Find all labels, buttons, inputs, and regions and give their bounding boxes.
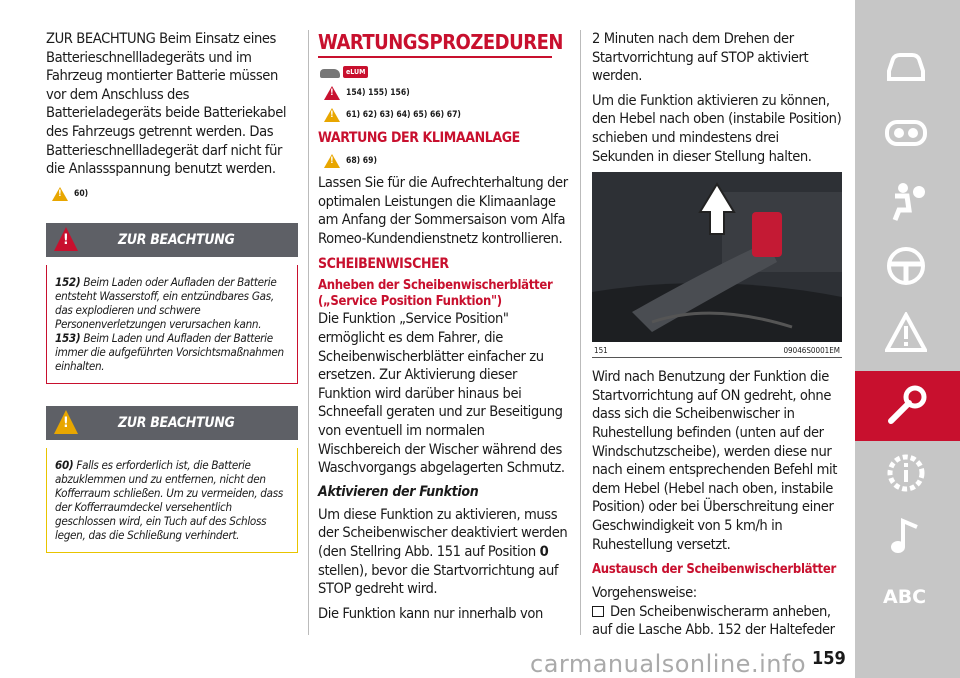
figure-caption: 151 09046S0001EM xyxy=(592,342,842,358)
column-divider xyxy=(580,30,581,635)
klima-paragraph: Lassen Sie für die Aufrechterhaltung der optimalen Leistungen die Klimaanlage am Anfang der Sommersaison vom Alfa Romeo-Kundendienstnetz kontrollieren. xyxy=(318,174,568,247)
music-note-icon[interactable] xyxy=(885,515,927,557)
middle-column xyxy=(318,30,570,623)
anheben-paragraph: Die Funktion „Service Position" ermöglicht es dem Fahrer, die Scheibenwischerblätter einfacher zu ersetzen. Zur Aktivierung dieser Funktion wird darüber hinaus bei Schneefall geraten und zur Beseitigung von eventuell im normalen Wischbereich der Wischer während des Waschvorgangs abgelagerten Schmutz. xyxy=(318,310,565,477)
aktivieren-paragraph: Um diese Funktion zu aktivieren, muss der Scheibenwischer deaktiviert werden (den Stellring Abb. 151 auf Position 0 stellen), bevor die Startvorrichtung auf STOP gedreht wird. xyxy=(318,505,568,598)
info-icon[interactable] xyxy=(885,452,927,494)
subheading-austausch: Austausch der Scheibenwischerblätter xyxy=(592,562,836,578)
elum-badge: eLUM xyxy=(320,66,570,78)
paragraph-3: Wird nach Benutzung der Funktion die Startvorrichtung auf ON gedreht, ohne dass sich die Scheibenwischer in Ruhestellung befinden (unten auf der Windschutzscheibe), werden diese nur nach einem entsprechenden Befehl mit dem Hebel (Hebel nach oben, instabile Position) oder bei Überschreitung einer Geschwindigkeit von 5 km/h in Ruhestellung versetzt. xyxy=(592,368,838,553)
warning-refs-3: ! 68) 69) xyxy=(324,154,570,168)
last-paragraph: Die Funktion kann nur innerhalb von xyxy=(318,604,543,622)
subheading-scheibenwischer: SCHEIBENWISCHER xyxy=(318,256,449,273)
watermark: carmanualsonline.info xyxy=(530,650,807,678)
warning-ref-60: ! 60) xyxy=(52,187,298,201)
warning-box-body-1: 152) Beim Laden oder Aufladen der Batterie entsteht Wasserstoff, ein entzündbares Gas, das explodieren und schwere Personenverletzungen verursachen kann. 153) Beim Laden und Aufladen der Batterie immer die aufgeführten Vorsichtsmaßnahmen einhalten. xyxy=(46,265,298,384)
car-icon xyxy=(320,69,340,78)
figure-151-photo xyxy=(592,172,842,342)
caution-icon xyxy=(324,108,340,122)
sidebar-abc-index[interactable]: ABC xyxy=(883,586,927,608)
warning-refs-2: ! 61) 62) 63) 64) 65) 66) 67) xyxy=(324,108,570,122)
warning-box-header-1: ! ZUR BEACHTUNG xyxy=(46,223,298,257)
wiper-lever-illustration xyxy=(592,172,842,342)
subheading-klima: WARTUNG DER KLIMAANLAGE xyxy=(318,130,520,146)
warning-icon[interactable] xyxy=(885,312,927,354)
right-column xyxy=(592,30,842,640)
wrench-icon[interactable] xyxy=(885,385,927,427)
car-icon[interactable] xyxy=(885,45,927,87)
left-column xyxy=(46,30,298,553)
airbag-icon[interactable] xyxy=(885,180,927,222)
paragraph-2: Um die Funktion aktivieren zu können, den Hebel nach oben (instabile Position) schieben und mindestens drei Sekunden in dieser Stellung halten. xyxy=(592,91,842,165)
column-divider xyxy=(308,30,309,635)
caution-icon xyxy=(52,187,68,201)
subheading-anheben: Anheben der Scheibenwischerblätter („Service Position Funktion") xyxy=(318,278,553,310)
chapter-sidebar xyxy=(855,0,960,678)
danger-icon xyxy=(54,227,78,251)
caution-icon xyxy=(324,154,340,168)
warning-box-header-2: ! ZUR BEACHTUNG xyxy=(46,406,298,440)
danger-icon xyxy=(324,86,340,100)
steering-wheel-icon[interactable] xyxy=(885,245,927,287)
checkbox-icon xyxy=(592,606,604,617)
warning-refs-1: ! 154) 155) 156) xyxy=(324,86,570,100)
warning-box-body-2: 60) Falls es erforderlich ist, die Batterie abzuklemmen und zu entfernen, nicht den Kofferraum schließen. Um zu vermeiden, dass der Kofferraumdeckel versehentlich geschlossen wird, ein Tuch auf des Schloss legen, das die Schließung verhindert. xyxy=(46,448,298,553)
paragraph-4: Vorgehensweise: xyxy=(592,584,697,602)
paragraph-1: 2 Minuten nach dem Drehen der Startvorrichtung auf STOP aktiviert werden. xyxy=(592,30,809,85)
caution-icon xyxy=(54,410,78,434)
subheading-aktivieren: Aktivieren der Funktion xyxy=(318,483,479,500)
dashboard-icon[interactable] xyxy=(885,112,927,154)
section-heading: WARTUNGSPROZEDUREN xyxy=(318,30,552,58)
paragraph-5: Den Scheibenwischerarm anheben, auf die Lasche Abb. 152 der Haltefeder xyxy=(592,602,835,639)
intro-paragraph: ZUR BEACHTUNG Beim Einsatz eines Batterieschnellladegeräts und im Fahrzeug montierter Batterie müssen vor dem Anschluss des Batterieladegeräts beide Batteriekabel des Fahrzeugs getrennt werden. Das Batterieschnellladegerät darf nicht für die Anlassspannung benutzt werden. xyxy=(46,30,287,178)
page-number: 159 xyxy=(812,648,846,669)
